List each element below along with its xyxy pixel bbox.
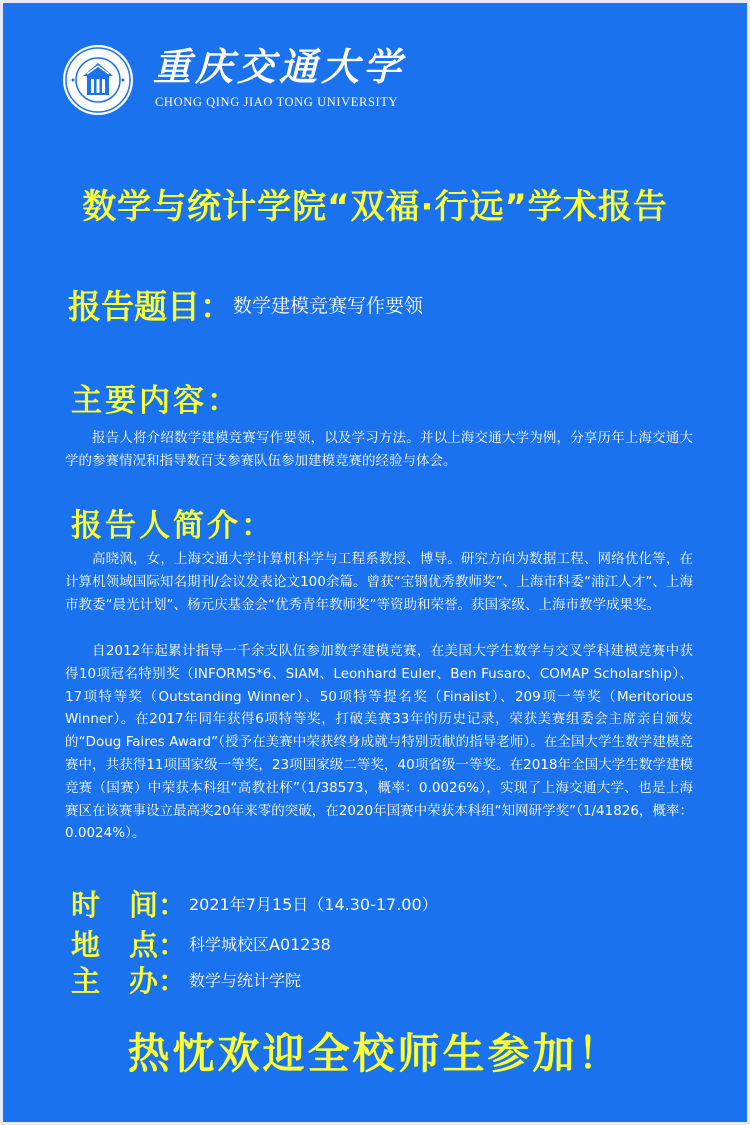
content-text: 报告人将介绍数学建模竞赛写作要领，以及学习方法。并以上海交通大学为例，分享历年上海交通大学的参赛情况和指导数百支参赛队伍参加建模竞赛的经验与体会。: [65, 430, 693, 469]
closing-invitation: 热忱欢迎全校师生参加！: [127, 1029, 623, 1078]
speaker-heading: 报告人简介：: [71, 508, 275, 544]
content-heading: 主要内容：: [71, 383, 241, 419]
place-label: 地 点：: [71, 928, 188, 962]
speaker-bio-paragraph: 高晓沨，女，上海交通大学计算机科学与工程系教授、博导。研究方向为数据工程、网络优化等，在计算机领域国际知名期刊/会议发表论文100余篇。曾获“宝钢优秀教师奖”、上海市科委“浦江人才”、上海市教委“晨光计划”、杨元庆基金会“优秀青年教师奖”等资助和荣誉。获国家级、上海市教学成果奖。: [65, 551, 693, 613]
host-row: [71, 959, 301, 1000]
report-topic: [68, 281, 423, 328]
host-label: 主 办：: [71, 964, 188, 998]
university-name-cn: 重庆交通大学: [153, 44, 406, 89]
place-value: 科学城校区A01238: [189, 935, 331, 954]
place-row: [71, 923, 331, 964]
report-title: 数学与统计学院“双福·行远”学术报告: [82, 187, 668, 227]
time-value: 2021年7月15日（14.30-17.00）: [189, 895, 438, 914]
host-value: 数学与统计学院: [189, 971, 302, 990]
topic-label: 报告题目：: [68, 287, 233, 326]
university-logo: [61, 43, 135, 117]
topic-value: 数学建模竞赛写作要领: [233, 295, 424, 317]
speaker-award-paragraph: 自2012年起累计指导一千余支队伍参加数学建模竞赛，在美国大学生数学与交叉学科建模竞赛中获得10项冠名特别奖（INFORMS*6、SIAM、Leonhard Euler、Ben Fusaro、COMAP Scholarship）、17项特等奖（Outstanding Winner）、50项特等提名奖（Finalist）、209项一等奖（Meritorious Winner）。在2017年同年获得6项特等奖，打破美赛33年的历史记录，荣获美赛组委会主席亲自颁发的“Doug Faires Award”（授予在美赛中荣获终身成就与特别贡献的指导老师）。在全国大学生数学建模竞赛中，共获得11项国家级一等奖，23项国家级二等奖，40项省级一等奖。在2018年全国大学生数学建模竞赛（国赛）中荣获本科组“高教社杯”（1/38573，概率：0.0026%），实现了上海交通大学、也是上海赛区在该赛事设立最高奖20年来零的突破，在2020年国赛中荣获本科组“知网研学奖”（1/41826，概率：0.0024%）。: [65, 643, 693, 842]
university-name-en: CHONG QING JIAO TONG UNIVERSITY: [155, 95, 399, 109]
time-row: [71, 883, 438, 924]
time-label: 时 间：: [71, 888, 188, 922]
